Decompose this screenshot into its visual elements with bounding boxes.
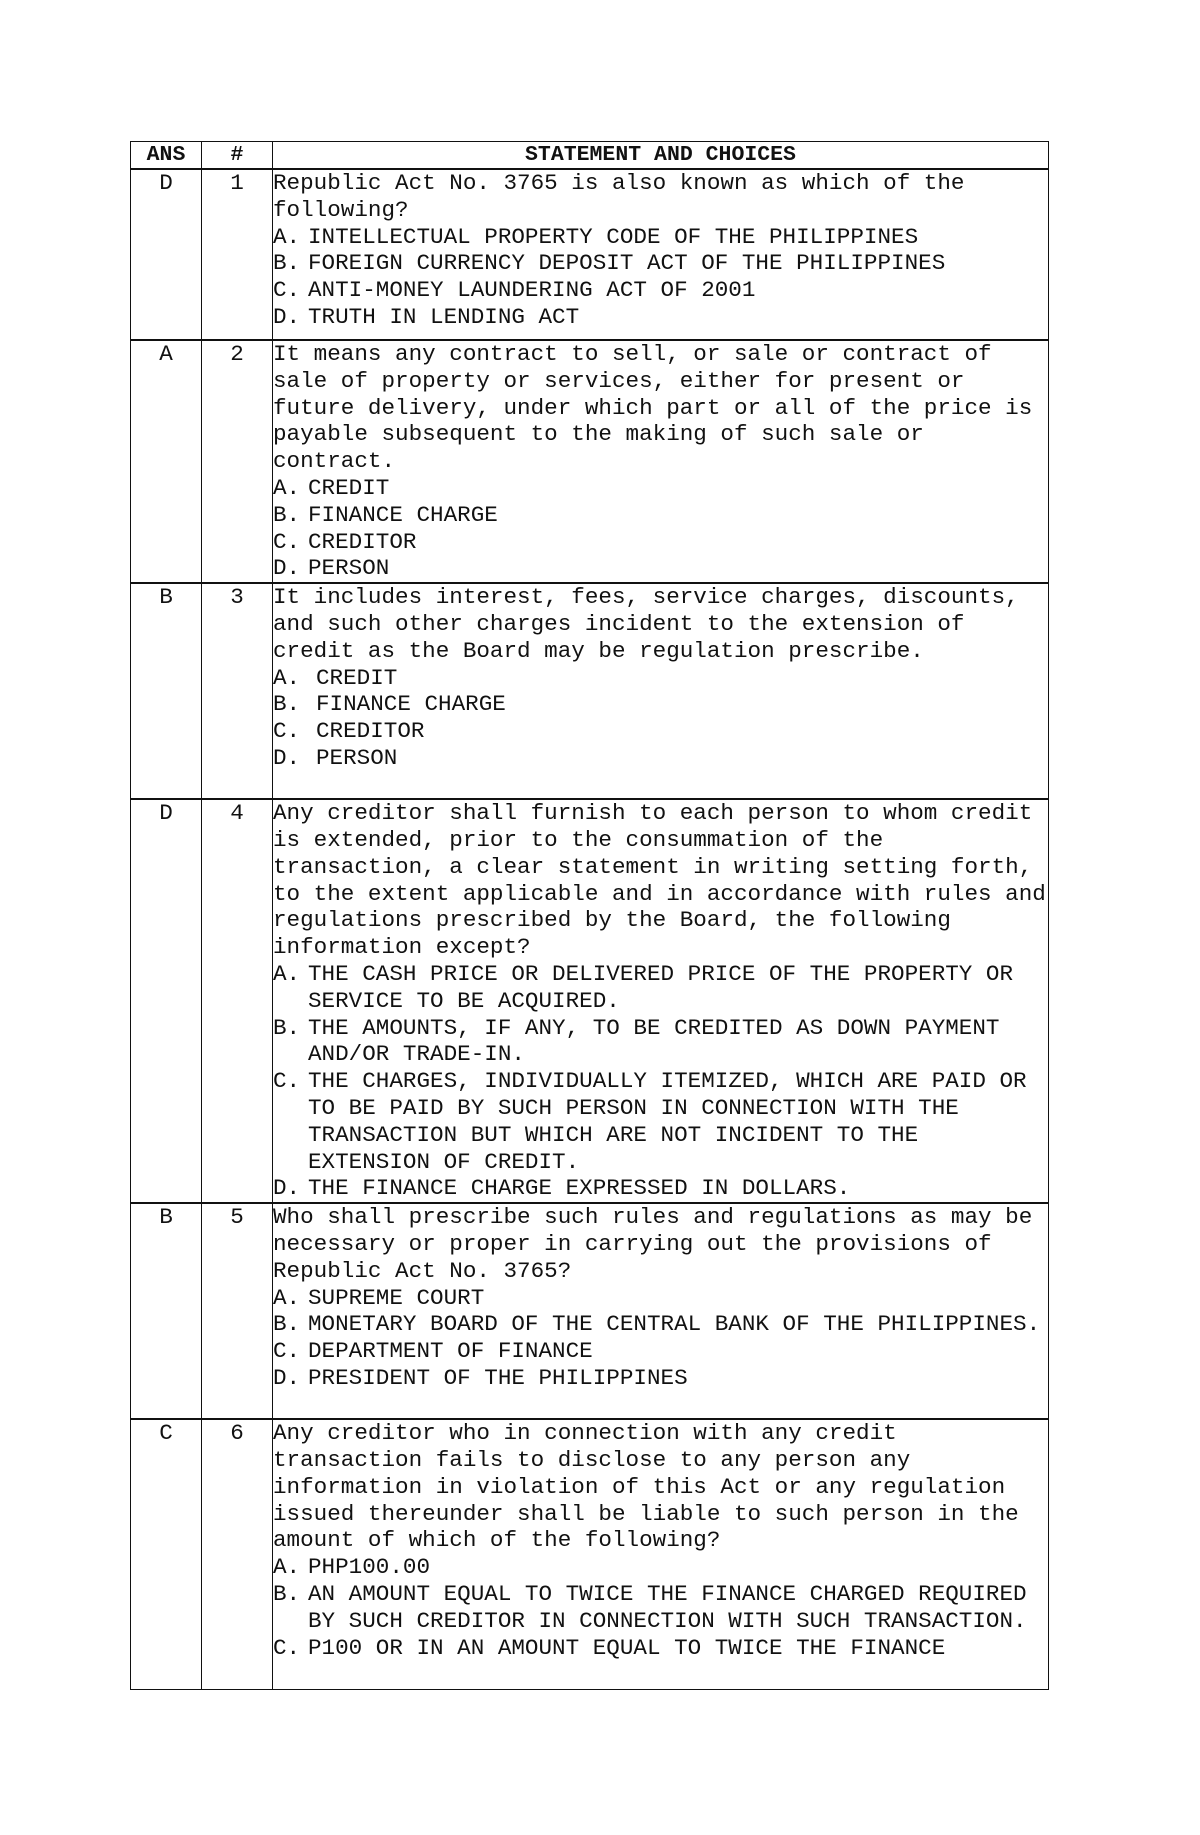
choice-c [273, 529, 1048, 556]
choice-letter: A. [273, 474, 301, 501]
choice-text: THE CASH PRICE OR DELIVERED PRICE OF THE PROPERTY OR SERVICE TO BE ACQUIRED. [308, 960, 1014, 1014]
choice-b [273, 1015, 1048, 1069]
question-text: Republic Act No. 3765 is also known as which of the following? [273, 170, 965, 223]
statement-cell [273, 799, 1049, 1203]
statement-cell [273, 340, 1049, 583]
question-text: Any creditor who in connection with any credit transaction fails to disclose to any person any information in violation of this Act or any regulation issued thereunder shall be liable to such person in the amount of which of the following? [273, 1420, 1019, 1554]
choice-d [273, 745, 1048, 772]
choice-b [273, 502, 1048, 529]
choice-letter: C. [273, 277, 301, 304]
choice-a [273, 665, 1048, 692]
choice-letter: A. [273, 664, 314, 691]
number-cell: 1 [202, 169, 273, 340]
choice-letter: A. [273, 223, 301, 250]
choice-a [273, 1285, 1048, 1312]
quiz-table [130, 141, 1049, 1690]
choice-letter: D. [273, 555, 301, 582]
choice-c [273, 1338, 1048, 1365]
choice-letter: B. [273, 501, 301, 528]
question-text: Any creditor shall furnish to each person to whom credit is extended, prior to the consummation of the transaction, a clear statement in writing setting forth, to the extent applicable and in accordance with rules and regulations prescribed by the Board, the following information except? [273, 800, 1046, 961]
question-text: It means any contract to sell, or sale or contract of sale of property or services, either for present or future delivery, under which part or all of the price is payable subsequent to the making of such sale or contract. [273, 341, 1033, 475]
choice-letter: B. [273, 691, 314, 718]
choice-b [273, 691, 1048, 718]
choice-text: DEPARTMENT OF FINANCE [308, 1338, 593, 1365]
choice-text: THE CHARGES, INDIVIDUALLY ITEMIZED, WHICH ARE PAID OR TO BE PAID BY SUCH PERSON IN CONNECTION WITH THE TRANSACTION BUT WHICH ARE NOT INCIDENT TO THE EXTENSION OF CREDIT. [308, 1068, 1027, 1175]
choice-text: PERSON [316, 744, 398, 771]
table-row [131, 1419, 1049, 1689]
choice-text: PHP100.00 [308, 1554, 431, 1581]
table-row [131, 583, 1049, 799]
choice-text: CREDIT [316, 664, 398, 691]
choice-b [273, 1581, 1048, 1635]
header-ans: ANS [131, 142, 202, 170]
choice-b [273, 250, 1048, 277]
number-cell: 3 [202, 583, 273, 799]
choice-text: PRESIDENT OF THE PHILIPPINES [308, 1364, 688, 1391]
choice-letter: B. [273, 1014, 301, 1041]
choice-letter: A. [273, 1284, 301, 1311]
choice-letter: C. [273, 1068, 301, 1095]
choice-text: CREDITOR [316, 718, 425, 745]
choice-letter: C. [273, 1634, 301, 1661]
choice-b [273, 1311, 1048, 1338]
choice-text: AN AMOUNT EQUAL TO TWICE THE FINANCE CHARGED REQUIRED BY SUCH CREDITOR IN CONNECTION WITH SUCH TRANSACTION. [308, 1580, 1027, 1634]
choice-text: ANTI-MONEY LAUNDERING ACT OF 2001 [308, 277, 756, 304]
number-cell: 2 [202, 340, 273, 583]
choice-letter: A. [273, 1554, 301, 1581]
choice-letter: B. [273, 1311, 301, 1338]
choice-text: FINANCE CHARGE [316, 691, 506, 718]
choice-letter: D. [273, 303, 301, 330]
choice-text: THE AMOUNTS, IF ANY, TO BE CREDITED AS DOWN PAYMENT AND/OR TRADE-IN. [308, 1014, 1000, 1068]
choice-text: CREDITOR [308, 528, 417, 555]
choice-d [273, 304, 1048, 331]
header-statement: STATEMENT AND CHOICES [273, 142, 1049, 170]
number-cell: 4 [202, 799, 273, 1203]
choice-letter: D. [273, 744, 314, 771]
table-row [131, 1203, 1049, 1419]
choice-letter: C. [273, 528, 301, 555]
choice-text: INTELLECTUAL PROPERTY CODE OF THE PHILIPPINES [308, 223, 919, 250]
question-text: Who shall prescribe such rules and regulations as may be necessary or proper in carrying out the provisions of Republic Act No. 3765? [273, 1204, 1033, 1284]
choice-text: CREDIT [308, 474, 390, 501]
choice-letter: B. [273, 250, 301, 277]
choice-text: MONETARY BOARD OF THE CENTRAL BANK OF THE PHILIPPINES. [308, 1311, 1041, 1338]
choice-c [273, 1068, 1048, 1175]
choice-a [273, 961, 1048, 1015]
choice-letter: A. [273, 960, 301, 987]
choice-text: FINANCE CHARGE [308, 501, 498, 528]
choice-letter: C. [273, 718, 314, 745]
number-cell: 5 [202, 1203, 273, 1419]
statement-cell [273, 169, 1049, 340]
choice-c [273, 1635, 1048, 1662]
choice-d [273, 555, 1048, 582]
choice-letter: C. [273, 1338, 301, 1365]
quiz-table-header [131, 142, 1049, 170]
answer-cell: C [131, 1419, 202, 1689]
quiz-table-body [131, 169, 1049, 1689]
choice-text: FOREIGN CURRENCY DEPOSIT ACT OF THE PHILIPPINES [308, 250, 946, 277]
question-text: It includes interest, fees, service charges, discounts, and such other charges incident to the extension of credit as the Board may be regulation prescribe. [273, 584, 1019, 664]
answer-cell: A [131, 340, 202, 583]
choice-letter: B. [273, 1580, 301, 1607]
choice-text: PERSON [308, 555, 390, 582]
choice-a [273, 1554, 1048, 1581]
answer-cell: B [131, 583, 202, 799]
number-cell: 6 [202, 1419, 273, 1689]
choice-c [273, 277, 1048, 304]
header-number: # [202, 142, 273, 170]
choice-d [273, 1175, 1048, 1202]
table-row [131, 799, 1049, 1203]
choice-a [273, 475, 1048, 502]
answer-cell: B [131, 1203, 202, 1419]
statement-cell [273, 1203, 1049, 1419]
statement-cell [273, 583, 1049, 799]
answer-cell: D [131, 799, 202, 1203]
answer-cell: D [131, 169, 202, 340]
choice-c [273, 718, 1048, 745]
choice-letter: D. [273, 1364, 301, 1391]
choice-letter: D. [273, 1175, 301, 1202]
choice-a [273, 224, 1048, 251]
statement-cell [273, 1419, 1049, 1689]
table-row [131, 169, 1049, 340]
choice-d [273, 1365, 1048, 1392]
choice-text: TRUTH IN LENDING ACT [308, 303, 580, 330]
choice-text: THE FINANCE CHARGE EXPRESSED IN DOLLARS. [308, 1175, 851, 1202]
choice-text: SUPREME COURT [308, 1284, 485, 1311]
table-row [131, 340, 1049, 583]
choice-text: P100 OR IN AN AMOUNT EQUAL TO TWICE THE FINANCE [308, 1634, 946, 1661]
